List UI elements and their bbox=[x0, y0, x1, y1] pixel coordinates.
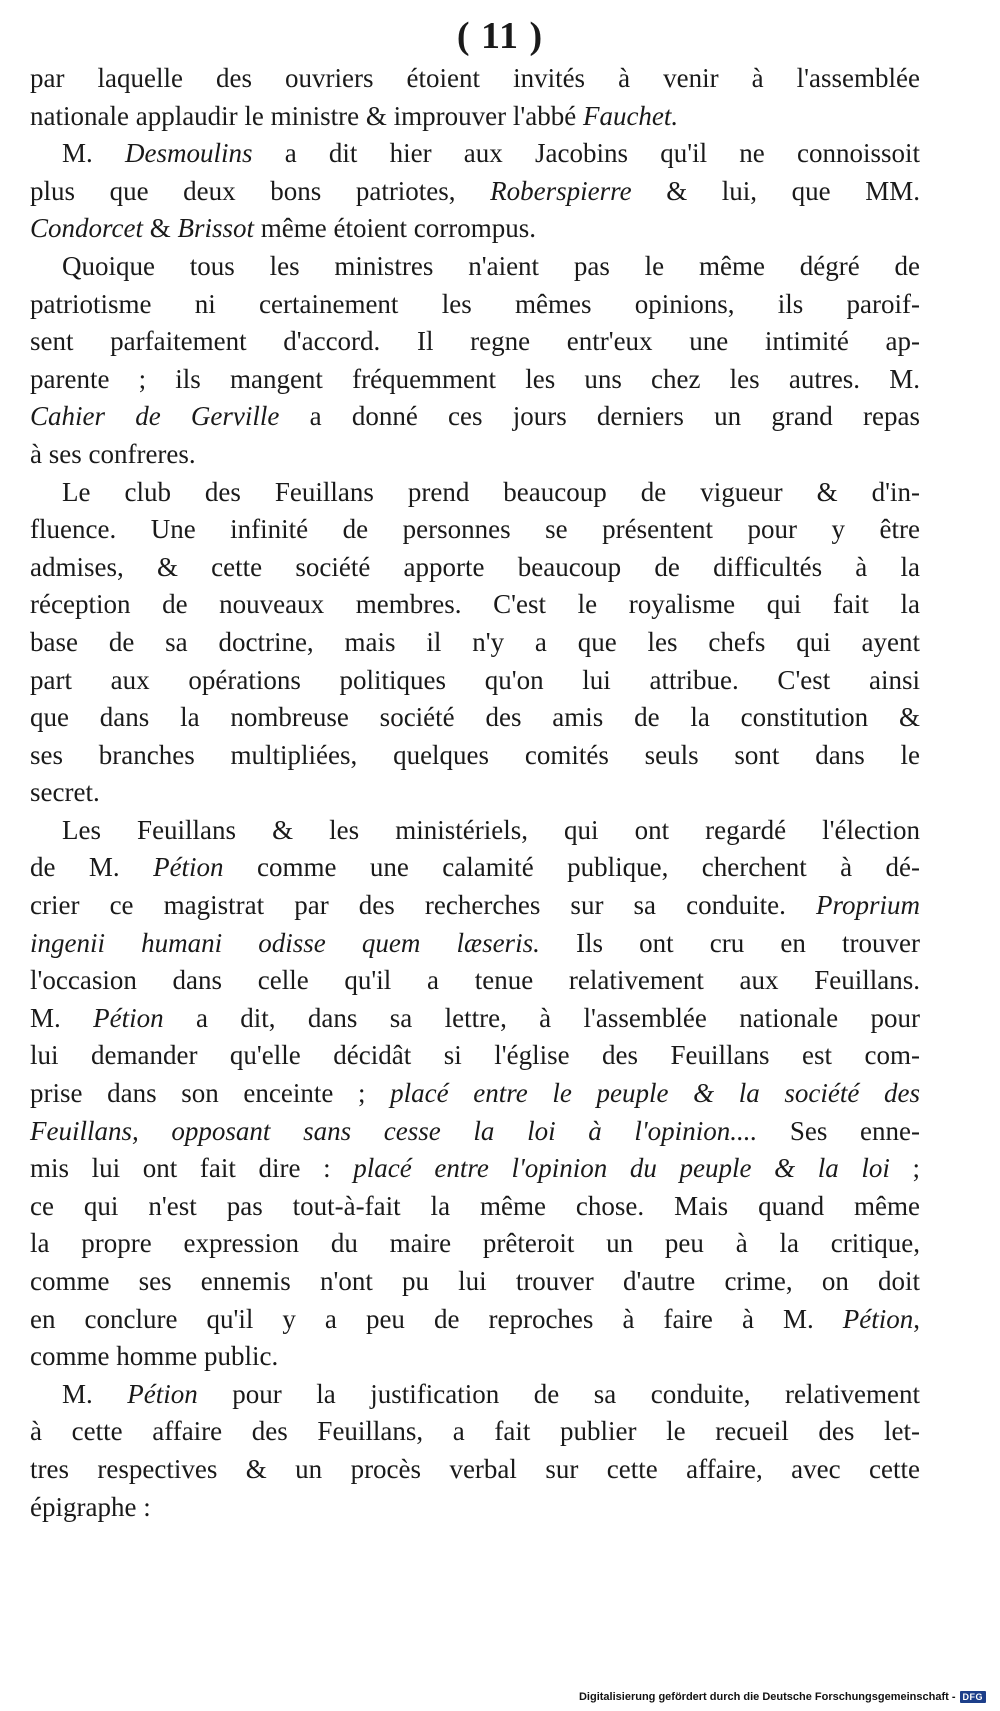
text-span: tres respectives & un procès verbal sur cette affaire, avec cette bbox=[30, 1453, 920, 1484]
text-span: ses branches multipliées, quelques comités seuls sont dans le bbox=[30, 739, 920, 770]
text-span: par laquelle des ouvriers étoient invités à venir à l'assemblée bbox=[30, 63, 920, 93]
text-span: lui demander qu'elle décidât si l'église des Feuillans est com- bbox=[30, 1040, 920, 1071]
text-span: part aux opérations politiques qu'on lui attribue. C'est ainsi bbox=[30, 664, 920, 695]
italic-span: Fauchet. bbox=[582, 100, 679, 131]
italic-span: Feuillans, opposant sans cesse la loi à l'opinion.... bbox=[30, 1115, 758, 1146]
text-line bbox=[30, 887, 920, 925]
text-line bbox=[30, 1000, 920, 1038]
text-span: épigraphe : bbox=[30, 1491, 151, 1522]
text-span: Quoique tous les ministres n'aient pas le même dégré de bbox=[62, 250, 920, 281]
text-line bbox=[30, 323, 920, 361]
text-span: prise dans son enceinte ; bbox=[30, 1078, 391, 1109]
body-text bbox=[30, 60, 920, 1526]
text-span: mis lui ont fait dire : bbox=[30, 1153, 354, 1184]
text-span: a dit, dans sa lettre, à l'assemblée nationale pour bbox=[163, 1002, 920, 1033]
text-line bbox=[30, 210, 920, 248]
paragraph bbox=[30, 248, 920, 474]
italic-span: placé entre l'opinion du peuple & la loi bbox=[353, 1153, 890, 1184]
text-line bbox=[30, 436, 920, 474]
text-span: pour la justification de sa conduite, relativement bbox=[197, 1378, 920, 1409]
text-span: à ses confreres. bbox=[30, 438, 196, 469]
text-line bbox=[30, 1037, 920, 1075]
text-line bbox=[30, 962, 920, 1000]
italic-span: Cahier de Gerville bbox=[30, 401, 280, 432]
text-span: M. bbox=[30, 1002, 94, 1033]
text-line bbox=[30, 511, 920, 549]
text-line bbox=[30, 135, 920, 173]
text-span: & bbox=[142, 213, 178, 244]
text-line bbox=[30, 1376, 920, 1414]
dfg-logo: DFG bbox=[960, 1691, 987, 1703]
text-span: M. bbox=[62, 1378, 128, 1409]
text-span: M. bbox=[62, 138, 125, 169]
text-line bbox=[30, 398, 920, 436]
italic-span: Pétion bbox=[153, 852, 224, 883]
text-line bbox=[30, 286, 920, 324]
text-line bbox=[30, 173, 920, 211]
text-span: réception de nouveaux membres. C'est le royalisme qui fait la bbox=[30, 589, 920, 620]
text-line bbox=[30, 1413, 920, 1451]
italic-span: Proprium bbox=[815, 890, 920, 921]
italic-span: Desmoulins bbox=[124, 138, 253, 169]
text-line bbox=[30, 1263, 920, 1301]
text-line bbox=[30, 1338, 920, 1376]
text-line bbox=[30, 1113, 920, 1151]
text-span: plus que deux bons patriotes, bbox=[30, 175, 491, 206]
text-span: patriotisme ni certainement les mêmes opinions, ils paroif- bbox=[30, 288, 920, 319]
text-span: a donné ces jours derniers un grand repas bbox=[279, 401, 920, 432]
text-span: Ils ont cru en trouver bbox=[539, 927, 920, 958]
text-span: que dans la nombreuse société des amis de la constitution & bbox=[30, 702, 920, 733]
text-span: l'occasion dans celle qu'il a tenue relativement aux Feuillans. bbox=[30, 965, 920, 996]
text-line bbox=[30, 1489, 920, 1527]
page-number: ( 11 ) bbox=[456, 15, 544, 57]
text-span: de M. bbox=[30, 852, 154, 883]
paragraph bbox=[30, 474, 920, 812]
paragraph bbox=[30, 1376, 920, 1526]
text-span: à cette affaire des Feuillans, a fait publier le recueil des let- bbox=[30, 1416, 920, 1447]
text-line bbox=[30, 98, 920, 136]
text-span: ; bbox=[889, 1153, 920, 1184]
text-span: comme homme public. bbox=[30, 1341, 279, 1372]
text-line bbox=[30, 849, 920, 887]
footer-text: Digitalisierung gefördert durch die Deutsche Forschungsgemeinschaft - bbox=[578, 1691, 956, 1703]
text-line bbox=[30, 586, 920, 624]
text-span: sent parfaitement d'accord. Il regne entr'eux une intimité ap- bbox=[30, 326, 920, 357]
text-line bbox=[30, 624, 920, 662]
paragraph bbox=[30, 60, 920, 135]
text-line bbox=[30, 1301, 920, 1339]
italic-span: Roberspierre bbox=[490, 175, 632, 206]
text-span: comme une calamité publique, cherchent à dé- bbox=[223, 852, 920, 883]
text-line bbox=[30, 60, 920, 98]
text-line bbox=[30, 925, 920, 963]
text-span: nationale applaudir le ministre & improuver l'abbé bbox=[30, 100, 583, 131]
italic-span: ingenii humani odisse quem læseris. bbox=[30, 927, 540, 958]
text-span: même étoient corrompus. bbox=[254, 213, 536, 244]
italic-span: Brissot bbox=[177, 213, 255, 244]
text-line bbox=[30, 549, 920, 587]
text-span: a dit hier aux Jacobins qu'il ne connoissoit bbox=[252, 138, 920, 169]
text-line bbox=[30, 737, 920, 775]
text-span: Le club des Feuillans prend beaucoup de vigueur & d'in- bbox=[62, 476, 920, 507]
text-span: ce qui n'est pas tout-à-fait la même chose. Mais quand même bbox=[30, 1190, 920, 1221]
text-span: fluence. Une infinité de personnes se présentent pour y être bbox=[30, 514, 920, 545]
text-span: comme ses ennemis n'ont pu lui trouver d'autre crime, on doit bbox=[30, 1266, 920, 1296]
text-span: la propre expression du maire prêteroit un peu à la critique, bbox=[30, 1228, 920, 1259]
text-span: admises, & cette société apporte beaucoup de difficultés à la bbox=[30, 551, 920, 582]
text-line bbox=[30, 662, 920, 700]
italic-span: Pétion bbox=[93, 1002, 164, 1033]
text-line bbox=[30, 699, 920, 737]
text-line bbox=[30, 1451, 920, 1489]
paragraph bbox=[30, 812, 920, 1376]
text-span: Les Feuillans & les ministériels, qui ont regardé l'élection bbox=[62, 814, 920, 845]
digitization-footer bbox=[579, 1691, 986, 1703]
text-span: en conclure qu'il y a peu de reproches à faire à M. bbox=[30, 1303, 843, 1334]
text-line bbox=[30, 248, 920, 286]
text-span: Ses enne- bbox=[757, 1115, 921, 1146]
text-line bbox=[30, 1150, 920, 1188]
text-line bbox=[30, 474, 920, 512]
text-span: parente ; ils mangent fréquemment les uns chez les autres. M. bbox=[30, 363, 920, 394]
italic-span: Pétion bbox=[127, 1378, 198, 1409]
text-span: crier ce magistrat par des recherches sur sa conduite. bbox=[30, 890, 816, 921]
text-span: & lui, que MM. bbox=[631, 175, 920, 206]
paragraph bbox=[30, 135, 920, 248]
text-span: base de sa doctrine, mais il n'y a que les chefs qui ayent bbox=[30, 626, 920, 657]
text-line bbox=[30, 1225, 920, 1263]
italic-span: Condorcet bbox=[30, 213, 143, 244]
italic-span: Pétion bbox=[842, 1303, 914, 1334]
text-line bbox=[30, 361, 920, 399]
text-line bbox=[30, 1075, 920, 1113]
text-span: secret. bbox=[30, 777, 100, 808]
text-line bbox=[30, 1188, 920, 1226]
text-line bbox=[30, 812, 920, 850]
text-line bbox=[30, 774, 920, 812]
text-span: , bbox=[913, 1303, 920, 1334]
italic-span: placé entre le peuple & la société des bbox=[390, 1078, 920, 1109]
